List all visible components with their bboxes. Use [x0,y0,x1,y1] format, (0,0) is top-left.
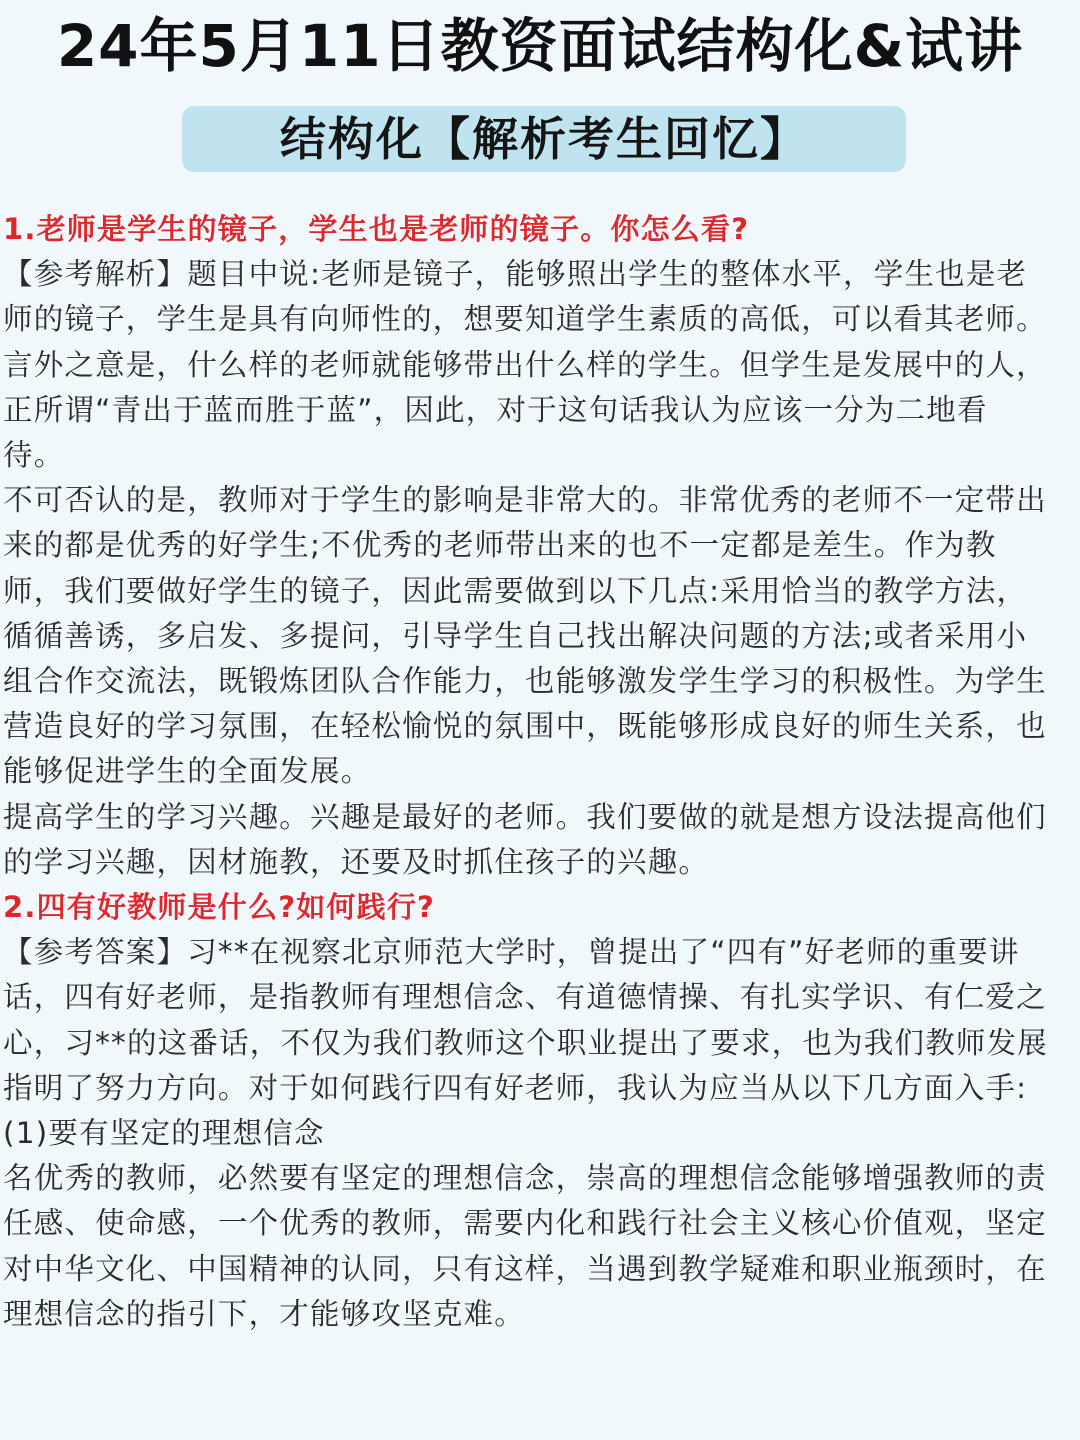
question-2-heading: 2.四有好教师是什么?如何践行? [3,890,436,925]
question-2-answer-paragraph: 【参考答案】习**在视察北京师范大学时，曾提出了“四有”好老师的重要讲话，四有好老师，是指教师有理想信念、有道德情操、有扎实学识、有仁爱之心，习**的这番话，不仅为我们教师这个职业提出了要求，也为我们教师发展指明了努力方向。对于如何践行四有好老师，我认为应当从以下几方面入手: [3,935,1049,1105]
subtitle-text: 结构化【解析考生回忆】 [280,112,808,166]
page-title: 24年5月11日教资面试结构化&试讲 [56,12,1024,80]
question-1-body-paragraph: 不可否认的是，教师对于学生的影响是非常大的。非常优秀的老师不一定带出来的都是优秀的好学生;不优秀的老师带出来的也不一定都是差生。作为教师，我们要做好学生的镜子，因此需要做到以下几点:采用恰当的教学方法，循循善诱，多启发、多提问，引导学生自己找出解决问题的方法;或者采用小组合作交流法，既锻炼团队合作能力，也能够激发学生学习的积极性。为学生营造良好的学习氛围，在轻松愉悦的氛围中，既能够形成良好的师生关系，也能够促进学生的全面发展。 [3,483,1047,789]
question-2-subheading: (1)要有坚定的理想信念 [3,1116,325,1151]
article-body [3,207,1049,1337]
question-1-analysis-paragraph: 【参考解析】题目中说:老师是镜子，能够照出学生的整体水平，学生也是老师的镜子，学生是具有向师性的，想要知道学生素质的高低，可以看其老师。言外之意是，什么样的老师就能够带出什么样的学生。但学生是发展中的人，正所谓“青出于蓝而胜于蓝”，因此，对于这句话我认为应该一分为二地看待。 [3,257,1047,473]
question-1-body-paragraph: 提高学生的学习兴趣。兴趣是最好的老师。我们要做的就是想方设法提高他们的学习兴趣，因材施教，还要及时抓住孩子的兴趣。 [3,799,1047,879]
question-1-heading: 1.老师是学生的镜子，学生也是老师的镜子。你怎么看? [3,212,750,246]
question-2-body-paragraph: 名优秀的教师，必然要有坚定的理想信念，崇高的理想信念能够增强教师的责任感、使命感，一个优秀的教师，需要内化和践行社会主义核心价值观，坚定对中华文化、中国精神的认同，只有这样，当遇到教学疑难和职业瓶颈时，在理想信念的指引下，才能够攻坚克难。 [3,1161,1047,1331]
subtitle-banner [182,106,906,172]
